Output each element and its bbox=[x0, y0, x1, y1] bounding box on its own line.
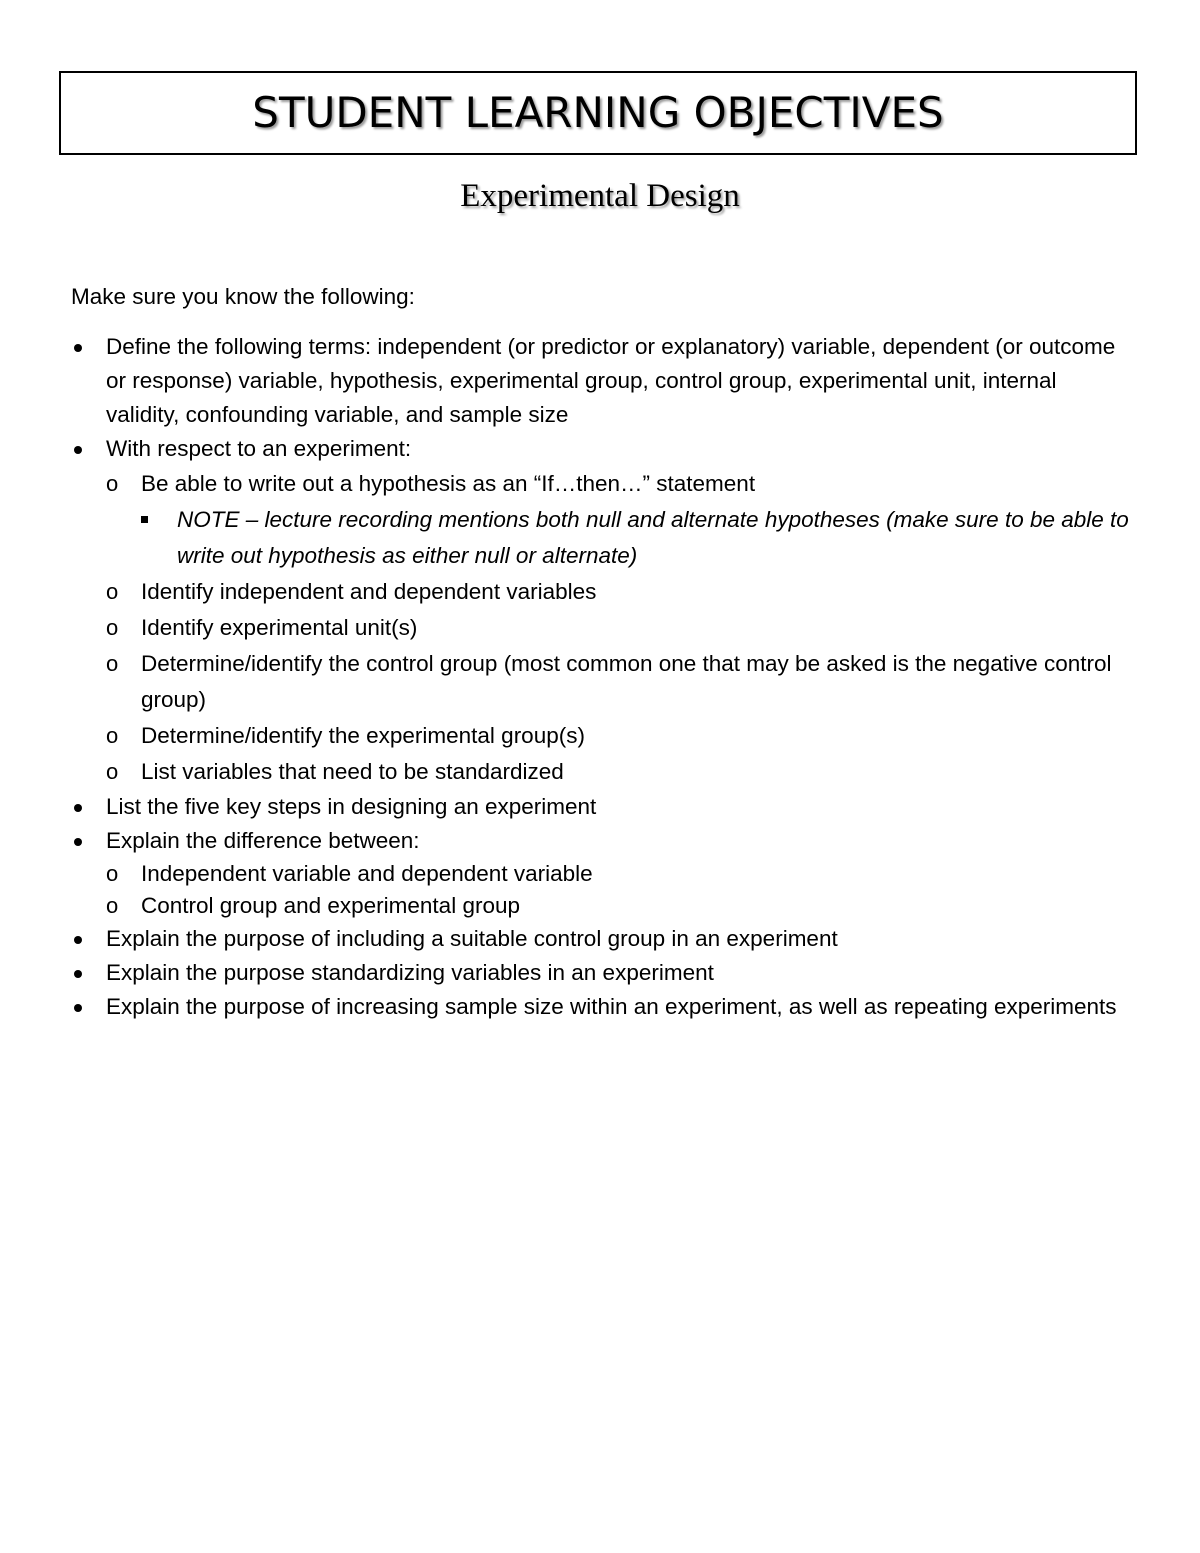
sub-list-item bbox=[106, 718, 1131, 754]
intro-text: Make sure you know the following: bbox=[71, 284, 415, 309]
sub-list-item bbox=[106, 754, 1131, 790]
circle-bullet-icon: o bbox=[106, 651, 119, 676]
objectives-list bbox=[71, 330, 1131, 1024]
circle-bullet-icon: o bbox=[106, 471, 119, 496]
list-item bbox=[71, 922, 1131, 956]
list-item-text: Explain the purpose of including a suitable control group in an experiment bbox=[106, 926, 838, 951]
circle-bullet-icon: o bbox=[106, 861, 119, 886]
list-item bbox=[71, 956, 1131, 990]
page-subtitle: Experimental Design bbox=[460, 178, 740, 214]
sub-list-item-text: Determine/identify the experimental group(s) bbox=[141, 723, 585, 748]
sub-list-item bbox=[106, 574, 1131, 610]
circle-bullet-icon: o bbox=[106, 893, 119, 918]
objectives-content bbox=[71, 280, 1131, 1024]
circle-bullet-icon: o bbox=[106, 579, 119, 604]
sub-list-item bbox=[106, 890, 1131, 922]
bullet-icon bbox=[71, 330, 85, 364]
list-item bbox=[71, 790, 1131, 824]
list-item bbox=[71, 330, 1131, 432]
bullet-icon bbox=[71, 432, 85, 466]
bullet-icon bbox=[71, 824, 85, 858]
sub-list-item bbox=[106, 646, 1131, 718]
circle-bullet-icon: o bbox=[106, 723, 119, 748]
sub-list-item-text: Identify experimental unit(s) bbox=[141, 615, 418, 640]
sub-list-item bbox=[106, 610, 1131, 646]
sub-list-item-text: Be able to write out a hypothesis as an “If…then…” statement bbox=[141, 471, 756, 496]
sub-list bbox=[106, 466, 1131, 790]
note-list bbox=[141, 502, 1131, 574]
circle-bullet-icon: o bbox=[106, 615, 119, 640]
note-item-text: NOTE – lecture recording mentions both null and alternate hypotheses (make sure to be able to write out hypothesis as either null or alternate) bbox=[177, 507, 1129, 568]
sub-list-item-text: Independent variable and dependent variable bbox=[141, 861, 593, 886]
sub-list-item bbox=[106, 466, 1131, 502]
list-item-text: Define the following terms: independent (or predictor or explanatory) variable, dependent (or outcome or response) variable, hypothesis, experimental group, control group, experimental unit, internal validity, confounding variable, and sample size bbox=[106, 334, 1116, 427]
sub-list-item-text: Identify independent and dependent variables bbox=[141, 579, 597, 604]
bullet-icon bbox=[71, 790, 85, 824]
sub-list-item-text: Control group and experimental group bbox=[141, 893, 520, 918]
list-item-text: With respect to an experiment: bbox=[106, 436, 412, 461]
list-item-text: Explain the purpose of increasing sample size within an experiment, as well as repeating experiments bbox=[106, 994, 1117, 1019]
list-item-text: Explain the purpose standardizing variables in an experiment bbox=[106, 960, 714, 985]
list-item bbox=[71, 990, 1131, 1024]
note-item bbox=[141, 502, 1131, 574]
bullet-icon bbox=[71, 956, 85, 990]
sub-list-item-text: Determine/identify the control group (most common one that may be asked is the negative control group) bbox=[141, 651, 1112, 712]
list-item-text: List the five key steps in designing an experiment bbox=[106, 794, 597, 819]
circle-bullet-icon: o bbox=[106, 759, 119, 784]
sub-list-item-text: List variables that need to be standardized bbox=[141, 759, 564, 784]
list-item bbox=[71, 432, 1131, 466]
bullet-icon bbox=[71, 922, 85, 956]
page-title: STUDENT LEARNING OBJECTIVES bbox=[252, 88, 944, 137]
sub-list-item bbox=[106, 858, 1131, 890]
square-bullet-icon bbox=[141, 516, 148, 523]
title-box bbox=[59, 71, 1137, 155]
sub-list bbox=[106, 858, 1131, 922]
bullet-icon bbox=[71, 990, 85, 1024]
list-item-text: Explain the difference between: bbox=[106, 828, 420, 853]
list-item bbox=[71, 824, 1131, 858]
